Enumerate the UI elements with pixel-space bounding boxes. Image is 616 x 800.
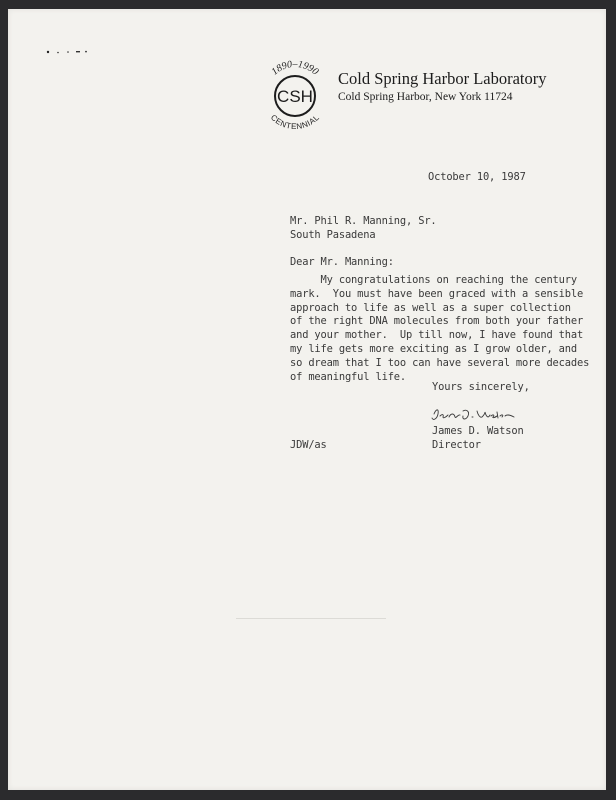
signer-title: Director	[432, 438, 481, 451]
letter-page	[8, 9, 606, 790]
recipient-city: South Pasadena	[290, 228, 376, 241]
body-line: mark. You must have been graced with a sensible	[290, 287, 584, 300]
signer-name: James D. Watson	[432, 425, 524, 437]
seal-initials: CSH	[277, 87, 313, 106]
closing: Yours sincerely,	[432, 381, 530, 393]
laboratory-name: Cold Spring Harbor Laboratory	[338, 69, 547, 88]
salutation: Dear Mr. Manning:	[290, 256, 394, 268]
seal-years: 1890–1990	[269, 59, 321, 78]
recipient-name: Mr. Phil R. Manning, Sr.	[290, 215, 437, 227]
paper-mark	[236, 618, 386, 619]
laboratory-address: Cold Spring Harbor, New York 11724	[338, 91, 513, 103]
body-line: and your mother. Up till now, I have found that	[290, 329, 584, 342]
seal-word: CENTENNIAL	[268, 112, 322, 132]
letter-body	[290, 274, 589, 384]
signer-block	[432, 425, 524, 453]
body-line: approach to life as well as a super collection	[290, 301, 571, 314]
body-line: my life gets more exciting as I grow older, and	[290, 342, 577, 355]
paper-specks	[46, 49, 96, 55]
body-line: My congratulations on reaching the century	[290, 274, 577, 286]
body-line: of the right DNA molecules from both your father	[290, 315, 584, 328]
body-line: of meaningful life.	[290, 370, 407, 383]
csh-centennial-seal-icon	[256, 57, 334, 135]
recipient-block	[290, 215, 437, 243]
body-line: so dream that I too can have several more decades	[290, 356, 590, 369]
typist-initials: JDW/as	[290, 439, 327, 451]
letter-date: October 10, 1987	[428, 171, 526, 183]
handwritten-signature	[430, 405, 516, 425]
